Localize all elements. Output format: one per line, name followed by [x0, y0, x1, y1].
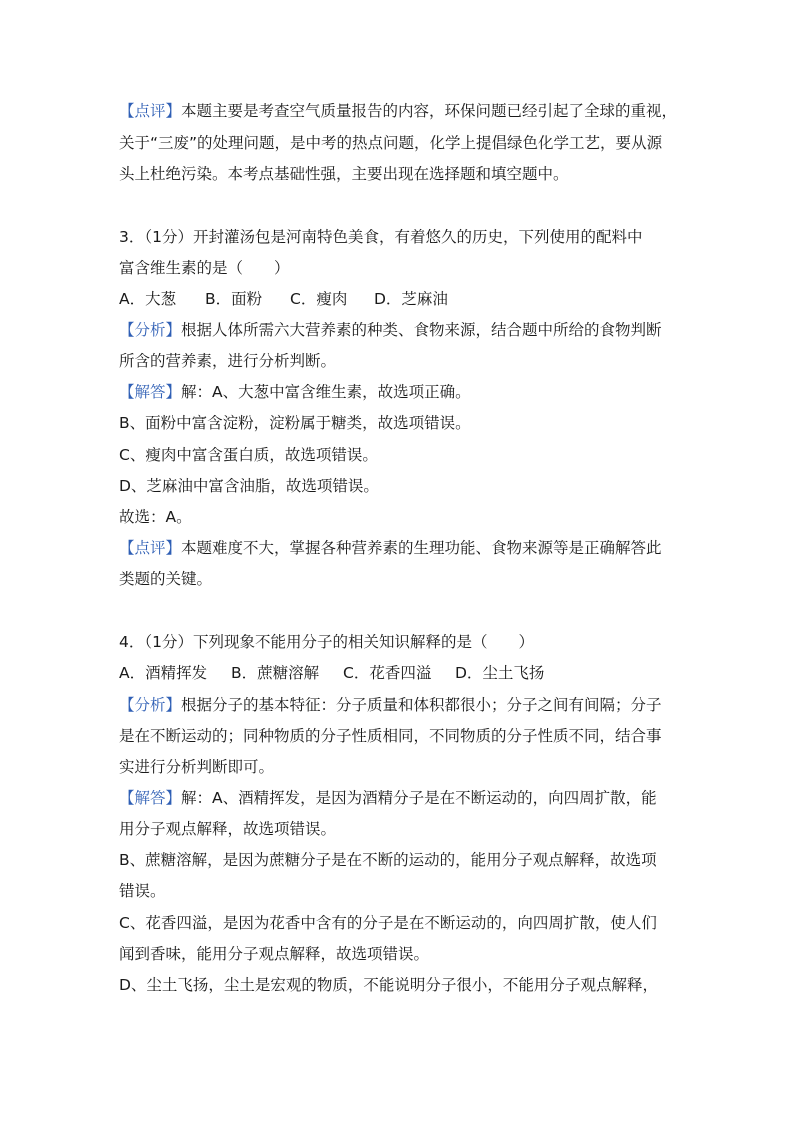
q3-choice: 故选：A。 — [119, 508, 192, 526]
q2-comment-line-1 — [119, 101, 677, 121]
q4-option-d: D．尘土飞扬 — [455, 664, 545, 682]
q4-options — [119, 663, 544, 683]
q2-comment-line-3: 头上杜绝污染。本考点基础性强，主要出现在选择题和填空题中。 — [119, 165, 569, 183]
q3-answer-line-4: D、芝麻油中富含油脂，故选项错误。 — [119, 477, 379, 495]
q3-option-a: A．大葱 — [119, 290, 177, 308]
q3-answer-text-1: 解：A、大葱中富含维生素，故选项正确。 — [181, 383, 471, 401]
q4-analysis-text-1: 根据分子的基本特征：分子质量和体积都很小；分子之间有间隔；分子 — [181, 696, 662, 714]
q3-answer-line-1 — [119, 382, 471, 402]
comment-tag: 【点评】 — [119, 539, 182, 557]
q3-comment-line-1 — [119, 538, 662, 558]
q3-option-c: C．瘦肉 — [290, 290, 348, 308]
q4-answer-line-4: 错误。 — [119, 882, 166, 900]
q4-analysis-line-3: 实进行分析判断即可。 — [119, 758, 275, 776]
comment-tag: 【点评】 — [119, 102, 182, 120]
q3-option-d: D．芝麻油 — [374, 290, 448, 308]
q3-stem-line-2: 富含维生素的是（ ） — [119, 259, 290, 277]
q3-answer-line-3: C、瘦肉中富含蛋白质，故选项错误。 — [119, 446, 378, 464]
analysis-tag: 【分析】 — [119, 321, 182, 339]
q4-stem-line-1: 4．（1分）下列现象不能用分子的相关知识解释的是（ ） — [119, 633, 534, 651]
q3-stem-line-1: 3．（1分）开封灌汤包是河南特色美食，有着悠久的历史，下列使用的配料中 — [119, 228, 643, 246]
q3-comment-line-2: 类题的关键。 — [119, 570, 213, 588]
q4-answer-line-1 — [119, 788, 657, 808]
q3-analysis-text-1: 根据人体所需六大营养素的种类、食物来源，结合题中所给的食物判断 — [181, 321, 662, 339]
answer-tag: 【解答】 — [119, 789, 182, 807]
q4-analysis-line-1 — [119, 695, 662, 715]
q4-option-b: B．蔗糖溶解 — [231, 664, 320, 682]
q4-answer-line-3: B、蔗糖溶解，是因为蔗糖分子是在不断的运动的，能用分子观点解释，故选项 — [119, 851, 657, 869]
q4-analysis-line-2: 是在不断运动的；同种物质的分子性质相同，不同物质的分子性质不同，结合事 — [119, 727, 662, 745]
q3-options — [119, 289, 448, 309]
q3-analysis-line-2: 所含的营养素，进行分析判断。 — [119, 352, 337, 370]
q3-option-b: B．面粉 — [205, 290, 263, 308]
q3-analysis-line-1 — [119, 320, 662, 340]
q3-comment-text-1: 本题难度不大，掌握各种营养素的生理功能、食物来源等是正确解答此 — [181, 539, 662, 557]
q4-answer-line-6: 闻到香味，能用分子观点解释，故选项错误。 — [119, 945, 430, 963]
q4-option-a: A．酒精挥发 — [119, 664, 208, 682]
q4-answer-text-1: 解：A、酒精挥发，是因为酒精分子是在不断运动的，向四周扩散，能 — [181, 789, 657, 807]
q4-answer-line-7: D、尘土飞扬，尘土是宏观的物质，不能说明分子很小，不能用分子观点解释， — [119, 976, 658, 994]
q4-answer-line-2: 用分子观点解释，故选项错误。 — [119, 820, 337, 838]
q2-comment-line-2: 关于“三废”的处理问题，是中考的热点问题，化学上提倡绿色化学工艺，要从源 — [119, 134, 663, 152]
q2-comment-text-1: 本题主要是考查空气质量报告的内容，环保问题已经引起了全球的重视， — [181, 102, 678, 120]
analysis-tag: 【分析】 — [119, 696, 182, 714]
answer-tag: 【解答】 — [119, 383, 182, 401]
q4-option-c: C．花香四溢 — [343, 664, 432, 682]
q3-answer-line-2: B、面粉中富含淀粉，淀粉属于糖类，故选项错误。 — [119, 414, 471, 432]
q4-answer-line-5: C、花香四溢，是因为花香中含有的分子是在不断运动的，向四周扩散，使人们 — [119, 914, 657, 932]
